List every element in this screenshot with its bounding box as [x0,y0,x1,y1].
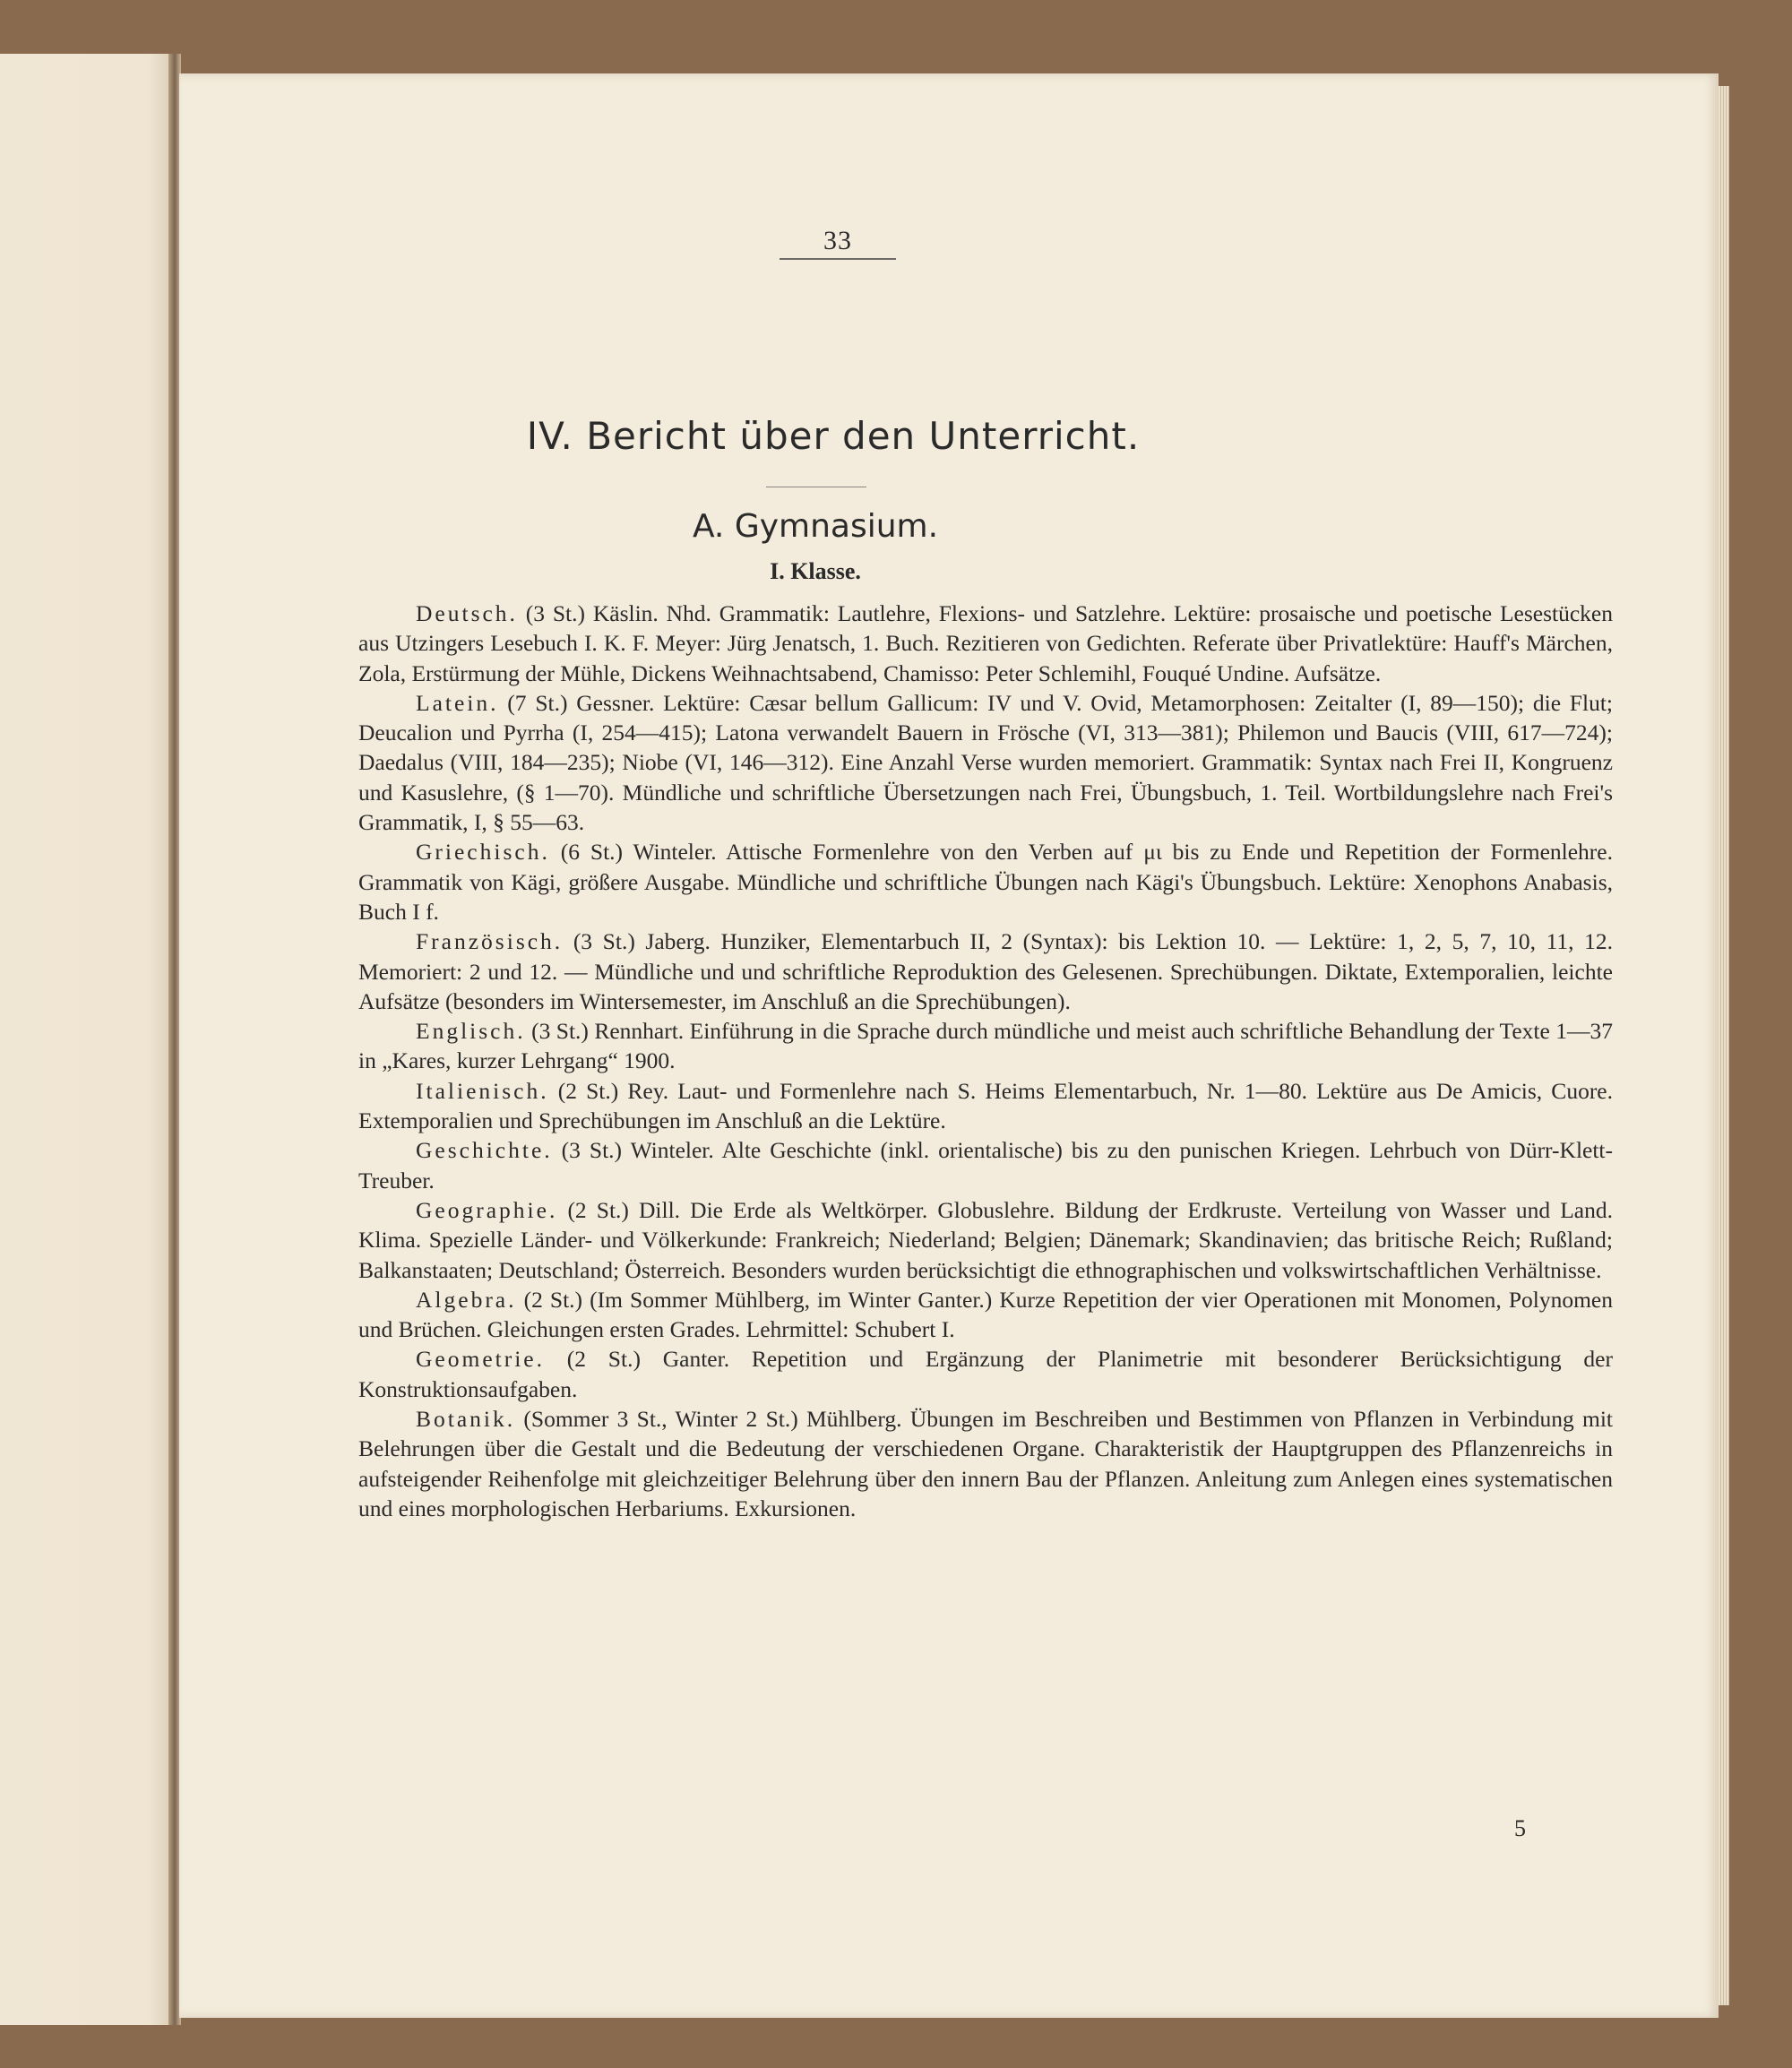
entry-text: (6 St.) Winteler. Attische Formenlehre von den Verben auf μι bis zu Ende und Repetition der Formenlehre. Grammatik von Kägi, größere Ausgabe. Mündliche und schriftliche Übungen nach Kägi's Übungsbuch. Lektüre: Xenophons Anabasis, Buch I f. [358,839,1613,925]
subject-label: Algebra. [416,1286,517,1313]
entry-botanik [358,1404,1613,1523]
curriculum-entries [358,599,1613,1523]
entry-italienisch [358,1076,1613,1136]
page-number-rule [780,258,896,260]
page-edge [1719,86,1729,2005]
signature-mark: 5 [1514,1815,1526,1841]
subject-label: Geschichte. [416,1137,553,1164]
subject-label: Italienisch. [416,1077,549,1104]
subject-label: Geographie. [416,1196,558,1223]
entry-geschichte [358,1135,1613,1195]
chapter-title: IV. Bericht über den Unterricht. [526,414,1141,458]
entry-franzoesisch [358,926,1613,1016]
book-page [179,73,1719,2018]
section-title: A. Gymnasium. [692,508,939,545]
entry-griechisch [358,837,1613,926]
page-number: 33 [823,226,852,255]
subject-label: Deutsch. [416,600,518,626]
entry-algebra [358,1285,1613,1345]
entry-text: (3 St.) Käslin. Nhd. Grammatik: Lautlehre, Flexions- und Satzlehre. Lektüre: prosaische und poetische Lesestücken aus Utzingers Lesebuch I. K. F. Meyer: Jürg Jenatsch, 1. Buch. Rezitieren von Gedichten. Referate über Privatlektüre: Hauff's Märchen, Zola, Erstürmung der Mühle, Dickens Weihnachtsabend, Chamisso: Peter Schlemihl, Fouqué Undine. Aufsätze. [358,600,1613,686]
entry-geographie [358,1195,1613,1285]
entry-text: (2 St.) Dill. Die Erde als Weltkörper. Globuslehre. Bildung der Erdkruste. Verteilung von Wasser und Land. Klima. Spezielle Länder- und Völkerkunde: Frankreich; Niederland; Belgien; Dänemark; Skandinavien; das britische Reich; Rußland; Balkanstaaten; Deutschland; Österreich. Besonders wurden berücksichtigt die ethnographischen und volkswirtschaftlichen Verhältnisse. [358,1196,1614,1283]
entry-text: (2 St.) (Im Sommer Mühlberg, im Winter Ganter.) Kurze Repetition der vier Operationen mit Monomen, Polynomen und Brüchen. Gleichungen ersten Grades. Lehrmittel: Schubert I. [358,1286,1614,1343]
entry-geometrie [358,1344,1613,1404]
entry-text: (2 St.) Rey. Laut- und Formenlehre nach S. Heims Elementarbuch, Nr. 1—80. Lektüre aus De Amicis, Cuore. Extemporalien und Sprechübungen im Anschluß an die Lektüre. [358,1077,1614,1134]
entry-text: (Sommer 3 St., Winter 2 St.) Mühlberg. Übungen im Beschreiben und Bestimmen von Pflanzen in Verbindung mit Belehrungen über die Gestalt und die Bedeutung der verschiedenen Organe. Charakteristik der Hauptgruppen des Pflanzenreichs in aufsteigender Reihenfolge mit gleichzeitiger Belehrung über den innern Bau der Pflanzen. Anleitung zum Anlegen eines systematischen und eines morphologischen Herbariums. Exkursionen. [358,1406,1614,1521]
subject-label: Geometrie. [416,1346,545,1373]
subject-label: Latein. [416,689,499,716]
entry-text: (3 St.) Winteler. Alte Geschichte (inkl. orientalische) bis zu den punischen Kriegen. Lehrbuch von Dürr-Klett-Treuber. [358,1137,1614,1193]
subject-label: Französisch. [416,928,564,955]
entry-text: (7 St.) Gessner. Lektüre: Cæsar bellum Gallicum: IV und V. Ovid, Metamorphosen: Zeitalter (I, 89—150); die Flut; Deucalion und Pyrrha (I, 254—415); Latona verwandelt Bauern in Frösche (VI, 313—381); Philemon und Baucis (VIII, 617—724); Daedalus (VIII, 184—235); Niobe (VI, 146—312). Eine Anzahl Verse wurden memoriert. Grammatik: Syntax nach Frei II, Kongruenz und Kasuslehre, (§ 1—70). Mündliche und schriftliche Übersetzungen nach Frei, Übungsbuch, 1. Teil. Wortbildungslehre nach Frei's Grammatik, I, § 55—63. [358,689,1613,836]
subject-label: Griechisch. [416,839,550,866]
entry-text: (2 St.) Ganter. Repetition und Ergänzung der Planimetrie mit besonderer Berücksichtigung der Konstruktionsaufgaben. [358,1346,1613,1402]
entry-englisch [358,1016,1613,1076]
left-page [0,54,175,2025]
subject-label: Englisch. [416,1018,526,1045]
entry-deutsch [358,599,1613,688]
entry-text: (3 St.) Jaberg. Hunziker, Elementarbuch II, 2 (Syntax): bis Lektion 10. — Lektüre: 1, 2, 5, 7, 10, 11, 12. Memoriert: 2 und 12. — Mündliche und und schriftliche Reproduktion des Gelesenen. Sprechübungen. Diktate, Extemporalien, leichte Aufsätze (besonders im Wintersemester, im Anschluß an die Sprechübungen). [358,928,1613,1014]
subject-label: Botanik. [416,1406,516,1433]
entry-latein [358,688,1613,837]
class-title: I. Klasse. [770,558,861,584]
entry-text: (3 St.) Rennhart. Einführung in die Sprache durch mündliche und meist auch schriftliche Behandlung der Texte 1—37 in „Kares, kurzer Lehrgang“ 1900. [358,1018,1614,1074]
